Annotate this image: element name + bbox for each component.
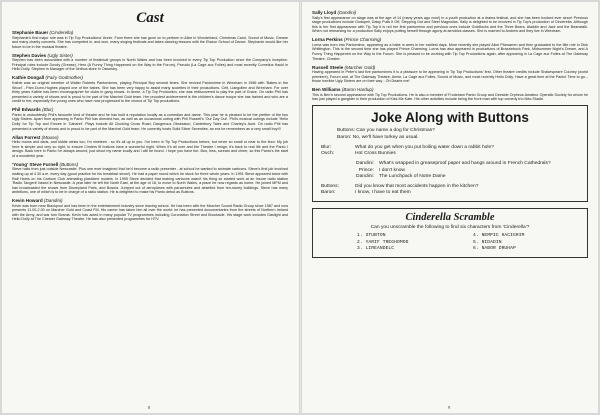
joke-text: The Lunchpack of Notre Dame xyxy=(379,173,446,179)
cast-entry xyxy=(312,87,588,102)
joke-text: I don't know xyxy=(379,167,405,173)
cast-bio: Steve hails from just outside Newcastle. Plus one ever imagined that he'd become a radio presenter - at school he wanted to animate cartoons. Steve's first job involved waking up at 4.30 a.m. every day (good practice for his breakfast show!). He had a paper round which he stuck for three whole years. In 1991 Steve appeared twice with Ralf Harris on his Cartoon Club animating plasticine models. In 1995 Steve decided that making cartoons wasn't his thing so started work at an Insure radio station 'Radio Tangent' based in Newcastle. A year later he left the North East, at the age of 18, to move to North Wales, a place he now regards as home. He joined MFM and has broadcasted the shows from Disneyland Paris, and Bosnia. Jumped out of aeroplanes with parachutes and abseiled from ten-storey buildings. Steve has many ambitions, one of which is to be in charge of a radio station. He is delighted to make his Panto debut as Buttons. xyxy=(12,167,288,195)
scramble-title: Cinderella Scramble xyxy=(405,212,495,224)
scramble-box xyxy=(312,208,588,258)
page-title: Cast xyxy=(136,10,164,26)
cast-bio: Lorna was born into Pantomime, appearing as a babe in arms in her earliest days. More recently she played Alice Fitzwarren and then graduated to the title role in Dick Whittington. This is the second time she has played Prince Charming. Lorna has also appeared in productions of Brazzlebock Park, Midsummer Night's Dream, and A Funny Thing Happened on the Way to the Forum. She is pleased to be working with Tip Top Productions again, after appearing in La Cage aux Folles at The Gateway Theatre, Chester. xyxy=(312,42,588,61)
cast-name: Phil Edwards xyxy=(12,107,41,113)
cast-name: 'Young' Steve Furnell xyxy=(12,161,59,167)
cast-role: (Baron Hardup) xyxy=(341,87,374,93)
cast-bio: This is Ben's second appearance with Tip Top Productions. He is also a member of Frodsham Panto Group and Deeside Orpheus Amateur Operatic Society for whom he has just played a gangster in their production of Kiss Me Kate. His other activities include being the front man with top comedy trio Nito-Shade. xyxy=(312,92,588,102)
cast-bio: Kathie was an original member of Walter Roberts Pantomimes, playing Principal Boy several times. She revived Pantomime in Wrexham in 1986 with 'Babes in the Wood' - Pam Dunn-Hughes played one of the babes. She has been very happy to assist many societies in their productions. Celt, Llangollen and Wrexham. For over thirty years Kathie has been choreographer for clubs in gang shows. In Annie, a Tip Top Production, she was rediscovered to play the part of Grace. On radio Phil has presented a variety of shows and is proud to be part of the Marchel Gold team. Her proudest achievement is the children's dance troupe she has trained and who are a credit to her, especially the young ones who have now progressed to the chorus of Tip Top productions. xyxy=(12,81,288,104)
programme-spread xyxy=(2,2,598,413)
joke-text: What's wrapped in greaseproof paper and hangs around in French Cathedrals? xyxy=(379,161,551,167)
scramble-item: 3. LIREANDELC xyxy=(357,245,395,251)
cast-entry xyxy=(12,135,288,159)
cast-entry xyxy=(12,75,288,103)
scramble-list xyxy=(321,233,579,252)
joke-text: Buttons: Can you name a dog for Christmas? xyxy=(337,128,435,134)
cast-name: Allan Forrest xyxy=(12,134,41,140)
joke-speaker: Baron: xyxy=(321,190,336,196)
cast-role: (Dandini) xyxy=(337,10,357,15)
joke-speaker: Dandini: xyxy=(356,161,374,167)
cast-entry xyxy=(12,198,288,222)
joke-text: Baron: No, we'll have turkey as usual. xyxy=(337,134,419,140)
cast-bio: Panto is undoubtedly Phil's favourite kind of theatre and he has built a reputation locally as a comedian and dame. This year he is pleased to be the prettier of the two Ugly Sisters. Apart from appearing in Panto Phil has directed two, as well as an occasional outing with Phil Russell's 'Our Day Out'. Phil's musical outings include 'Hello Dolly' for Tip Top and Emcee in 'Cabaret'. Plays include All Clucking Cross Road, Dangerous Obsession, Canterbury Tales and Charley's Aunt. On radio Phil has presented a variety of shows and is proud to be part of the Marchel Gold team. He currently hosts Solid Silver Seventies, an era he remembers as a very small boy!!! xyxy=(12,112,288,131)
cast-role: (Buttons) xyxy=(59,161,79,167)
cast-entry xyxy=(12,53,288,72)
cast-name: Ben Williams xyxy=(312,87,341,93)
joke-speaker: Dandini: xyxy=(356,173,374,179)
page-number: 8 xyxy=(148,405,150,410)
cast-bio: Stephanie's first major role was in Tip Top Productions' Annie. From there she has gone on to perform in Alice in Wonderland, Christmas Carol, Sound of Music, Grease and many charity concerts. She has competed in, and won, many singing festivals and takes dancing lessons with the Elsdon School of Dance. Stephanie would like her future to be in the musical theatre. xyxy=(12,35,288,49)
cast-entry xyxy=(12,162,288,195)
joke-line xyxy=(321,190,579,196)
cast-role: (Blur) xyxy=(42,107,54,113)
scramble-item: 2. YARIF TREGHOMOD xyxy=(357,239,409,245)
joke-title: Joke Along with Buttons xyxy=(371,110,529,126)
cast-entry xyxy=(12,107,288,131)
left-page xyxy=(2,2,298,413)
page-number: 9 xyxy=(448,405,450,410)
scramble-item: 4. NEMPIC HACIGRIM xyxy=(473,233,525,239)
cast-bio: Hello mums and dads, and kiddie winks too; I'm nineteen - so it's all up to you. I've been in Tip Top Productions before, but never so small or near to the floor. My job here is simple and very so right, to ensure Cinders fit buttons have a wonderful night. When it's all over and the Theatre I resign, it's back to real life and the Panto I design. Back here in Panto I'm always around, just shout my name loudly and I will be found. I hope you have fun. Boo, hiss, scream and cheer, so this Panto's the start of a wonderful year. xyxy=(12,140,288,158)
right-page xyxy=(302,2,598,413)
joke-text: Did you know that most accidents happen in the kitchen? xyxy=(355,183,479,189)
cast-entry xyxy=(312,37,588,61)
joke-text: Hot Cross Bunnies xyxy=(355,151,396,157)
cast-list-right xyxy=(312,10,588,102)
scramble-item: 5. NIDADIN xyxy=(473,239,502,245)
cast-bio: Having appeared in Peter's last five pantomimes it is a pleasure to be appearing in Tip Top Productions' first. Other theatre credits include Shakespeare Country (world premiere), Forum and, at The Gateway Theatre, Annie, La Cage aux Folles, Sound of Music, and most recently Hello Dolly. Have a great time at the Panto! Time to go... those horrible Ugly Sisters are on their way - Oh Dearie me! xyxy=(312,70,588,84)
joke-speaker: Ouch: xyxy=(321,151,335,157)
cast-bio: Stephen has been associated with a number of theatrical groups in North Wales and has been involved in every Tip Top Production since the Company's inception. Principal roles include Doody (Grease), Hero (A Funny Thing Happened on the Way to the Forum), Pseudo (La Cage aux Folles) and most recently Cornelius Hackl in Hello Dolly. Stephen is Manager of the Ichthus store in Oswestry. xyxy=(12,58,288,72)
cast-role: (Fairy Godmother) xyxy=(45,75,83,81)
scramble-item: 1. STUBTON xyxy=(357,233,386,239)
cast-role: (Marcher Gold) xyxy=(344,64,376,70)
cast-role: (Cinderella) xyxy=(49,30,74,35)
cast-name: Sally Lloyd xyxy=(312,10,337,15)
joke-line xyxy=(321,174,579,180)
cast-name: Stephen Davies xyxy=(12,52,47,58)
joke-text: I know, I have to eat them xyxy=(355,190,411,196)
cast-bio: Sally's first appearance on stage was at the age of 14 (many years ago now!) in a youth production at a drama festival, and she has been hooked ever since! Previous stage productions include Godspell, Daisy Pulls It Off, Stepping Out and Steel Magnolias. Sally is delighted to be involved in Tip Top's production of Cinderella. Although this is her first appearance with Tip Top it is not her first pantomime and previous ones include Goldilocks and the Three Bears, Aladdin and Jack and the Beanstalk. When not rehearsing for a production Sally enjoys putting herself through agony at aerobics classes. She is married to Andrew and they live in Wrexham. xyxy=(312,15,588,34)
cast-name: Lorna Perkins xyxy=(312,37,343,43)
cast-entry xyxy=(312,65,588,84)
cast-bio: Kevin was born near Blackpool and has been in the entertainment industry since leaving school. He has been with the Marcher Sound Radio Group since 1987 and now presents 11.00-2.00 on Marcher Gold and Coast FM. His career has taken him all over the world: he has presented documentaries from the streets of Northern Ireland with the Army, and war torn Bosnia. Kevin has acted in many popular TV programmes including Coronation Street and Brookside. His stage work includes Gaslight and Hello Dolly at The Chester Gateway Theatre. He has also presented programmes for HTV. xyxy=(12,203,288,222)
cast-entry xyxy=(12,30,288,49)
joke-text: What do you get when you put boiling water down a rabbit hole? xyxy=(355,144,494,150)
cast-name: Kevin Howard xyxy=(12,198,43,204)
joke-box xyxy=(312,105,588,202)
cast-name: Russell Steele xyxy=(312,64,344,70)
joke-lines xyxy=(321,128,579,196)
cast-entry xyxy=(312,10,588,34)
joke-speaker: Blur: xyxy=(321,144,332,150)
cast-name: Kathie Dongall xyxy=(12,75,45,81)
cast-role: (Prince Charming) xyxy=(343,37,382,43)
scramble-item: 6. NABOR DRUHAP xyxy=(473,245,516,251)
cast-role: (Mouse) xyxy=(41,134,59,140)
joke-speaker: Prince: xyxy=(358,167,374,173)
joke-speaker: Buttons: xyxy=(321,183,339,189)
scramble-subtitle: Can you unscramble the following to find six characters from 'Cinderella'? xyxy=(370,225,530,231)
cast-role: (Dandini) xyxy=(43,198,63,204)
cast-role: (Ugly Sister) xyxy=(47,52,73,58)
cast-name: Stephanie Bauer xyxy=(12,30,49,35)
cast-list-left xyxy=(12,30,288,222)
